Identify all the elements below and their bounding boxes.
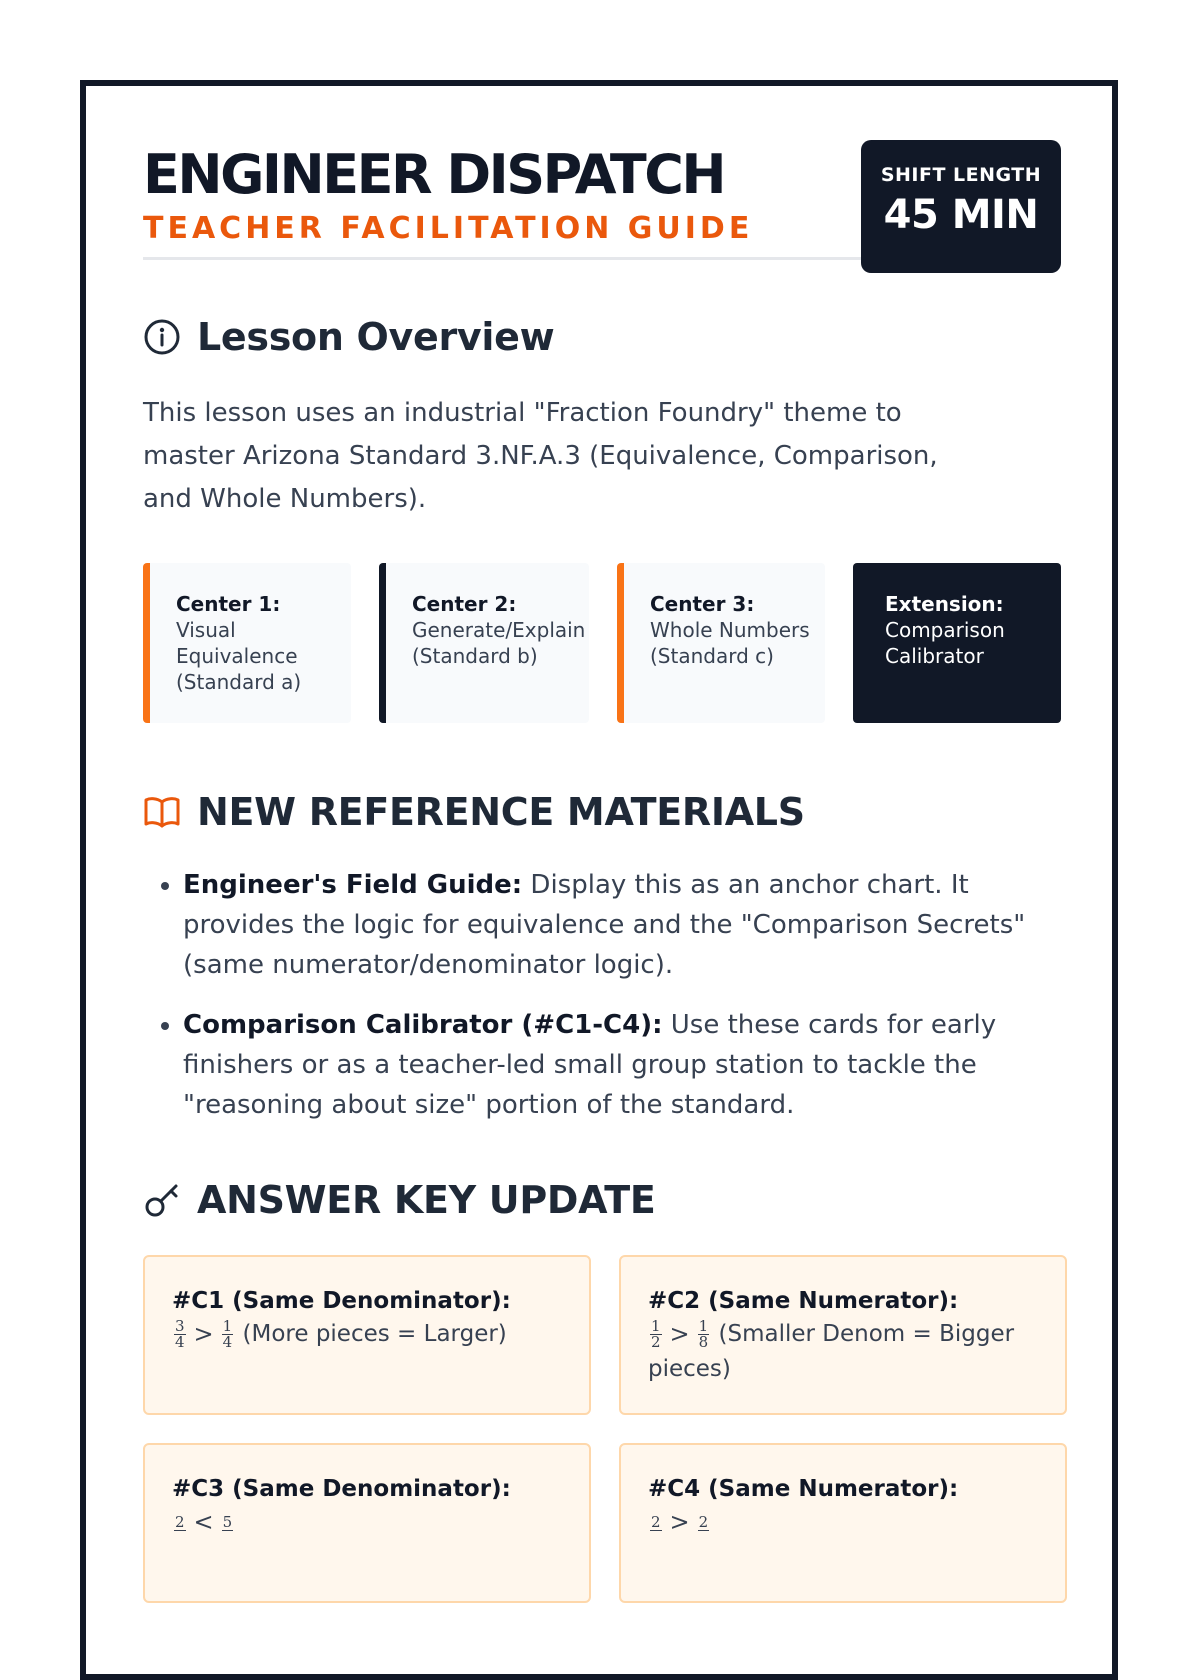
title-block bbox=[143, 140, 753, 244]
answer-card-c4 bbox=[619, 1443, 1067, 1603]
center-card-title: Extension: bbox=[885, 592, 1004, 616]
reference-label: Comparison Calibrator (#C1-C4): bbox=[183, 1010, 663, 1040]
centers-row bbox=[143, 563, 1061, 723]
numerator: 2 bbox=[175, 1512, 185, 1531]
comparison-operator: > bbox=[669, 1320, 690, 1348]
comparison-operator: > bbox=[193, 1320, 214, 1348]
shift-length-badge bbox=[861, 140, 1061, 273]
overview-text: This lesson uses an industrial "Fraction Foundry" theme to master Arizona Standard 3.NF.A.3 (Equivalence, Comparison, and Whole Numbers). bbox=[143, 398, 938, 514]
reference-text: Display this as an anchor chart. It provides the logic for equivalence and the "Comparison Secrets" (same numerator/denominator logic). bbox=[183, 870, 1026, 980]
center-card-body: Visual Equivalence (Standard a) bbox=[176, 618, 302, 694]
denominator: 2 bbox=[651, 1333, 661, 1351]
numerator: 5 bbox=[222, 1512, 233, 1531]
fraction-right bbox=[222, 1512, 234, 1531]
comparison-operator: < bbox=[193, 1508, 214, 1536]
fraction-left bbox=[650, 1319, 662, 1350]
answer-card-c2 bbox=[619, 1255, 1067, 1415]
list-item bbox=[183, 865, 1063, 985]
fraction-left bbox=[650, 1512, 662, 1531]
numerator: 2 bbox=[651, 1512, 661, 1531]
center-card-title: Center 3: bbox=[650, 592, 755, 616]
center-card-body: Generate/Explain (Standard b) bbox=[412, 618, 586, 668]
center-card-1 bbox=[143, 563, 351, 723]
answer-cards bbox=[143, 1255, 1061, 1603]
answer-note: (More pieces = Larger) bbox=[242, 1321, 507, 1347]
fraction-left bbox=[174, 1512, 186, 1531]
info-circle-icon bbox=[143, 318, 181, 356]
center-card-title: Center 1: bbox=[176, 592, 281, 616]
answer-title: #C4 (Same Numerator): bbox=[648, 1476, 959, 1502]
answers-heading: ANSWER KEY UPDATE bbox=[197, 1178, 656, 1222]
numerator: 1 bbox=[222, 1317, 233, 1335]
center-card-title: Center 2: bbox=[412, 592, 517, 616]
answer-card-c3 bbox=[143, 1443, 591, 1603]
header bbox=[143, 86, 1061, 260]
fraction-right bbox=[698, 1512, 710, 1531]
center-card-3 bbox=[617, 563, 825, 723]
overview-heading-row bbox=[143, 315, 1061, 359]
numerator: 3 bbox=[175, 1317, 185, 1335]
denominator: 4 bbox=[175, 1333, 185, 1351]
denominator: 4 bbox=[222, 1333, 233, 1351]
page-subtitle: TEACHER FACILITATION GUIDE bbox=[143, 211, 754, 246]
answer-card-c1 bbox=[143, 1255, 591, 1415]
center-card-2 bbox=[379, 563, 589, 723]
answer-note: (Smaller Denom = Bigger pieces) bbox=[648, 1321, 1015, 1382]
fraction-left bbox=[174, 1319, 186, 1350]
guide-content bbox=[143, 86, 1061, 1603]
open-book-icon bbox=[143, 793, 181, 831]
extension-card bbox=[853, 563, 1061, 723]
overview-heading: Lesson Overview bbox=[197, 315, 555, 359]
reference-text: Use these cards for early finishers or as a teacher-led small group station to tackle the "reasoning about size" portion of the standard. bbox=[183, 1010, 997, 1120]
center-card-body: Whole Numbers (Standard c) bbox=[650, 618, 810, 668]
answer-expression bbox=[648, 1317, 1039, 1387]
fraction-right bbox=[222, 1319, 234, 1350]
answer-title: #C2 (Same Numerator): bbox=[648, 1288, 959, 1314]
references-heading-row bbox=[143, 790, 1061, 834]
denominator: 8 bbox=[698, 1333, 709, 1351]
comparison-operator: > bbox=[669, 1508, 690, 1536]
shift-length-value: 45 MIN bbox=[883, 192, 1039, 238]
key-icon bbox=[143, 1181, 181, 1219]
answer-title: #C1 (Same Denominator): bbox=[172, 1288, 511, 1314]
answer-expression bbox=[172, 1505, 563, 1540]
answer-expression bbox=[648, 1505, 1039, 1540]
numerator: 1 bbox=[698, 1317, 709, 1335]
page-title: ENGINEER DISPATCH bbox=[143, 143, 725, 206]
answer-expression bbox=[172, 1317, 563, 1352]
guide-page bbox=[80, 80, 1118, 1680]
numerator: 2 bbox=[698, 1512, 709, 1531]
answers-heading-row bbox=[143, 1178, 1061, 1222]
list-item bbox=[183, 1005, 1063, 1125]
fraction-right bbox=[698, 1319, 710, 1350]
center-card-body: Comparison Calibrator bbox=[885, 618, 1005, 668]
answer-title: #C3 (Same Denominator): bbox=[172, 1476, 511, 1502]
references-list bbox=[143, 865, 1063, 1125]
numerator: 1 bbox=[651, 1317, 661, 1335]
shift-length-label: SHIFT LENGTH bbox=[880, 164, 1042, 186]
reference-label: Engineer's Field Guide: bbox=[183, 870, 523, 900]
references-heading: NEW REFERENCE MATERIALS bbox=[197, 790, 805, 834]
